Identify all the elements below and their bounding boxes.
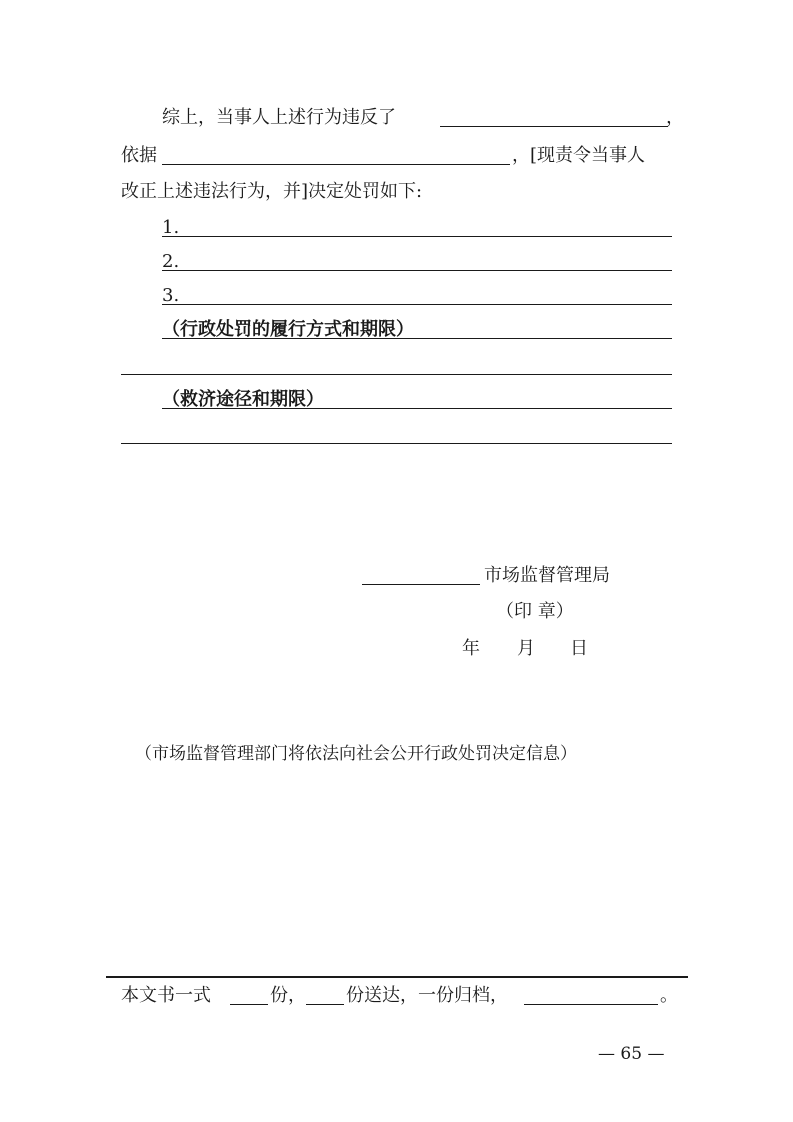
performance-label: （行政处罚的履行方式和期限） [162, 319, 414, 340]
violation-blank[interactable] [440, 126, 668, 127]
basis-blank[interactable] [162, 164, 510, 165]
remedy-blank-1[interactable] [162, 408, 672, 409]
item-3-blank[interactable] [162, 304, 672, 305]
footer-divider [106, 976, 688, 978]
item-number-3: 3. [162, 285, 180, 306]
paragraph-line-1-end: ， [666, 107, 684, 128]
item-number-1: 1. [162, 217, 180, 238]
authority-name-blank[interactable] [362, 584, 480, 585]
paragraph-line-2: 依据 [121, 145, 157, 166]
item-2-blank[interactable] [162, 270, 672, 271]
remedy-blank-2[interactable] [121, 443, 672, 444]
footer-copies-text-1: 本文书一式 [121, 985, 211, 1006]
performance-blank-1[interactable] [162, 338, 672, 339]
archive-blank[interactable] [524, 1004, 658, 1005]
page-number: — 65 — [598, 1044, 665, 1064]
authority-org: 市场监督管理局 [484, 565, 610, 586]
paragraph-line-3: 改正上述违法行为，并]决定处罚如下: [121, 181, 423, 202]
date-year: 年 [462, 638, 480, 659]
performance-blank-2[interactable] [121, 374, 672, 375]
item-1-blank[interactable] [162, 236, 672, 237]
seal-label: （印 章） [496, 601, 574, 622]
copies-served-blank[interactable] [306, 1004, 344, 1005]
copies-total-blank[interactable] [230, 1004, 268, 1005]
disclosure-notice: （市场监督管理部门将依法向社会公开行政处罚决定信息） [135, 744, 577, 764]
footer-copies-text-4: 。 [660, 985, 678, 1006]
item-number-2: 2. [162, 251, 180, 272]
paragraph-line-1: 综上，当事人上述行为违反了 [162, 107, 396, 128]
footer-copies-text-3: 份送达，一份归档， [346, 985, 508, 1006]
remedy-label: （救济途径和期限） [162, 389, 324, 410]
paragraph-line-2-tail: ，[现责令当事人 [512, 145, 646, 166]
date-month: 月 [517, 638, 535, 659]
footer-copies-text-2: 份， [270, 985, 306, 1006]
date-day: 日 [570, 638, 588, 659]
